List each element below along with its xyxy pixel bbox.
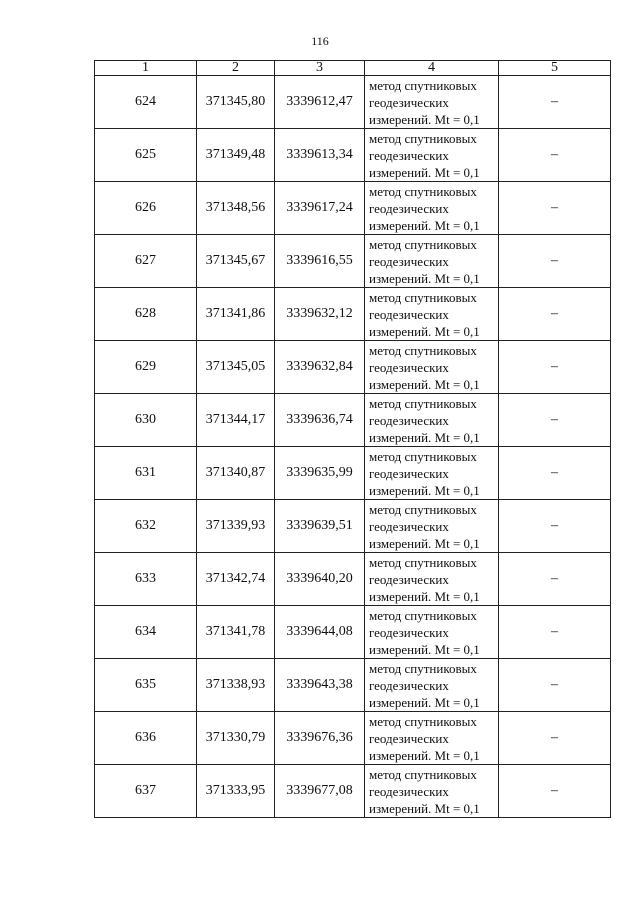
method-text-line: измерений. Mt = 0,1 bbox=[369, 482, 480, 498]
table-row bbox=[95, 235, 611, 288]
table-row bbox=[95, 182, 611, 235]
point-number-cell: 627 bbox=[95, 235, 197, 288]
method-text-line: измерений. Mt = 0,1 bbox=[369, 164, 480, 180]
note-cell: – bbox=[499, 447, 611, 500]
y-coordinate-cell: 3339636,74 bbox=[275, 394, 365, 447]
y-coordinate-cell: 3339613,34 bbox=[275, 129, 365, 182]
method-text-line: метод спутниковых bbox=[369, 766, 477, 782]
x-coordinate-cell: 371342,74 bbox=[197, 553, 275, 606]
note-cell: – bbox=[499, 712, 611, 765]
y-coordinate-cell: 3339676,36 bbox=[275, 712, 365, 765]
table-row bbox=[95, 394, 611, 447]
method-cell bbox=[365, 447, 499, 500]
y-coordinate-cell: 3339632,84 bbox=[275, 341, 365, 394]
point-number-cell: 637 bbox=[95, 765, 197, 818]
method-text-line: геодезических bbox=[369, 783, 449, 799]
method-cell bbox=[365, 606, 499, 659]
table-row bbox=[95, 288, 611, 341]
table-header bbox=[95, 61, 611, 76]
method-cell bbox=[365, 712, 499, 765]
column-header-2: 2 bbox=[197, 61, 275, 76]
method-text-line: измерений. Mt = 0,1 bbox=[369, 800, 480, 816]
table-row bbox=[95, 765, 611, 818]
method-text-line: геодезических bbox=[369, 412, 449, 428]
method-cell bbox=[365, 500, 499, 553]
x-coordinate-cell: 371338,93 bbox=[197, 659, 275, 712]
method-cell bbox=[365, 182, 499, 235]
coordinates-table bbox=[94, 60, 611, 818]
method-cell bbox=[365, 659, 499, 712]
note-cell: – bbox=[499, 288, 611, 341]
method-cell bbox=[365, 553, 499, 606]
point-number-cell: 633 bbox=[95, 553, 197, 606]
method-text-line: метод спутниковых bbox=[369, 713, 477, 729]
table-row bbox=[95, 606, 611, 659]
x-coordinate-cell: 371340,87 bbox=[197, 447, 275, 500]
x-coordinate-cell: 371341,86 bbox=[197, 288, 275, 341]
x-coordinate-cell: 371339,93 bbox=[197, 500, 275, 553]
table-row bbox=[95, 500, 611, 553]
note-cell: – bbox=[499, 659, 611, 712]
method-cell bbox=[365, 341, 499, 394]
method-text-line: метод спутниковых bbox=[369, 660, 477, 676]
point-number-cell: 631 bbox=[95, 447, 197, 500]
method-cell bbox=[365, 765, 499, 818]
y-coordinate-cell: 3339640,20 bbox=[275, 553, 365, 606]
point-number-cell: 624 bbox=[95, 76, 197, 129]
page-number: 116 bbox=[311, 34, 329, 48]
method-text-line: геодезических bbox=[369, 94, 449, 110]
method-text-line: геодезических bbox=[369, 571, 449, 587]
note-cell: – bbox=[499, 500, 611, 553]
column-header-1: 1 bbox=[95, 61, 197, 76]
x-coordinate-cell: 371348,56 bbox=[197, 182, 275, 235]
y-coordinate-cell: 3339617,24 bbox=[275, 182, 365, 235]
method-text-line: измерений. Mt = 0,1 bbox=[369, 270, 480, 286]
y-coordinate-cell: 3339644,08 bbox=[275, 606, 365, 659]
method-text-line: геодезических bbox=[369, 359, 449, 375]
method-text-line: измерений. Mt = 0,1 bbox=[369, 323, 480, 339]
note-cell: – bbox=[499, 76, 611, 129]
point-number-cell: 635 bbox=[95, 659, 197, 712]
method-text-line: метод спутниковых bbox=[369, 130, 477, 146]
method-cell bbox=[365, 394, 499, 447]
method-cell bbox=[365, 129, 499, 182]
method-text-line: измерений. Mt = 0,1 bbox=[369, 694, 480, 710]
table-row bbox=[95, 553, 611, 606]
method-text-line: метод спутниковых bbox=[369, 289, 477, 305]
y-coordinate-cell: 3339639,51 bbox=[275, 500, 365, 553]
point-number-cell: 636 bbox=[95, 712, 197, 765]
column-header-4: 4 bbox=[365, 61, 499, 76]
x-coordinate-cell: 371349,48 bbox=[197, 129, 275, 182]
method-text-line: измерений. Mt = 0,1 bbox=[369, 376, 480, 392]
method-text-line: измерений. Mt = 0,1 bbox=[369, 429, 480, 445]
note-cell: – bbox=[499, 235, 611, 288]
method-cell bbox=[365, 288, 499, 341]
method-text-line: измерений. Mt = 0,1 bbox=[369, 111, 480, 127]
table-row bbox=[95, 129, 611, 182]
note-cell: – bbox=[499, 129, 611, 182]
method-text-line: метод спутниковых bbox=[369, 607, 477, 623]
method-text-line: измерений. Mt = 0,1 bbox=[369, 535, 480, 551]
method-text-line: метод спутниковых bbox=[369, 501, 477, 517]
method-text-line: геодезических bbox=[369, 465, 449, 481]
x-coordinate-cell: 371333,95 bbox=[197, 765, 275, 818]
method-text-line: геодезических bbox=[369, 200, 449, 216]
table-row bbox=[95, 447, 611, 500]
table-row bbox=[95, 341, 611, 394]
method-cell bbox=[365, 235, 499, 288]
note-cell: – bbox=[499, 553, 611, 606]
point-number-cell: 634 bbox=[95, 606, 197, 659]
y-coordinate-cell: 3339643,38 bbox=[275, 659, 365, 712]
method-text-line: метод спутниковых bbox=[369, 77, 477, 93]
method-text-line: геодезических bbox=[369, 253, 449, 269]
x-coordinate-cell: 371345,05 bbox=[197, 341, 275, 394]
column-header-3: 3 bbox=[275, 61, 365, 76]
table-row bbox=[95, 712, 611, 765]
y-coordinate-cell: 3339677,08 bbox=[275, 765, 365, 818]
table-row bbox=[95, 659, 611, 712]
point-number-cell: 632 bbox=[95, 500, 197, 553]
method-text-line: геодезических bbox=[369, 624, 449, 640]
x-coordinate-cell: 371341,78 bbox=[197, 606, 275, 659]
point-number-cell: 625 bbox=[95, 129, 197, 182]
method-text-line: геодезических bbox=[369, 518, 449, 534]
method-text-line: метод спутниковых bbox=[369, 183, 477, 199]
method-text-line: геодезических bbox=[369, 730, 449, 746]
point-number-cell: 630 bbox=[95, 394, 197, 447]
method-text-line: метод спутниковых bbox=[369, 395, 477, 411]
point-number-cell: 626 bbox=[95, 182, 197, 235]
method-text-line: метод спутниковых bbox=[369, 554, 477, 570]
method-text-line: метод спутниковых bbox=[369, 448, 477, 464]
table-row bbox=[95, 76, 611, 129]
x-coordinate-cell: 371345,67 bbox=[197, 235, 275, 288]
method-text-line: метод спутниковых bbox=[369, 236, 477, 252]
method-text-line: измерений. Mt = 0,1 bbox=[369, 641, 480, 657]
note-cell: – bbox=[499, 394, 611, 447]
y-coordinate-cell: 3339612,47 bbox=[275, 76, 365, 129]
x-coordinate-cell: 371345,80 bbox=[197, 76, 275, 129]
method-text-line: геодезических bbox=[369, 306, 449, 322]
y-coordinate-cell: 3339632,12 bbox=[275, 288, 365, 341]
x-coordinate-cell: 371344,17 bbox=[197, 394, 275, 447]
method-text-line: геодезических bbox=[369, 677, 449, 693]
note-cell: – bbox=[499, 606, 611, 659]
x-coordinate-cell: 371330,79 bbox=[197, 712, 275, 765]
point-number-cell: 628 bbox=[95, 288, 197, 341]
table-body bbox=[95, 76, 611, 818]
method-text-line: измерений. Mt = 0,1 bbox=[369, 747, 480, 763]
note-cell: – bbox=[499, 765, 611, 818]
note-cell: – bbox=[499, 182, 611, 235]
method-text-line: метод спутниковых bbox=[369, 342, 477, 358]
column-header-5: 5 bbox=[499, 61, 611, 76]
method-text-line: измерений. Mt = 0,1 bbox=[369, 588, 480, 604]
header-row bbox=[95, 61, 611, 76]
method-text-line: геодезических bbox=[369, 147, 449, 163]
note-cell: – bbox=[499, 341, 611, 394]
method-cell bbox=[365, 76, 499, 129]
method-text-line: измерений. Mt = 0,1 bbox=[369, 217, 480, 233]
y-coordinate-cell: 3339616,55 bbox=[275, 235, 365, 288]
y-coordinate-cell: 3339635,99 bbox=[275, 447, 365, 500]
point-number-cell: 629 bbox=[95, 341, 197, 394]
